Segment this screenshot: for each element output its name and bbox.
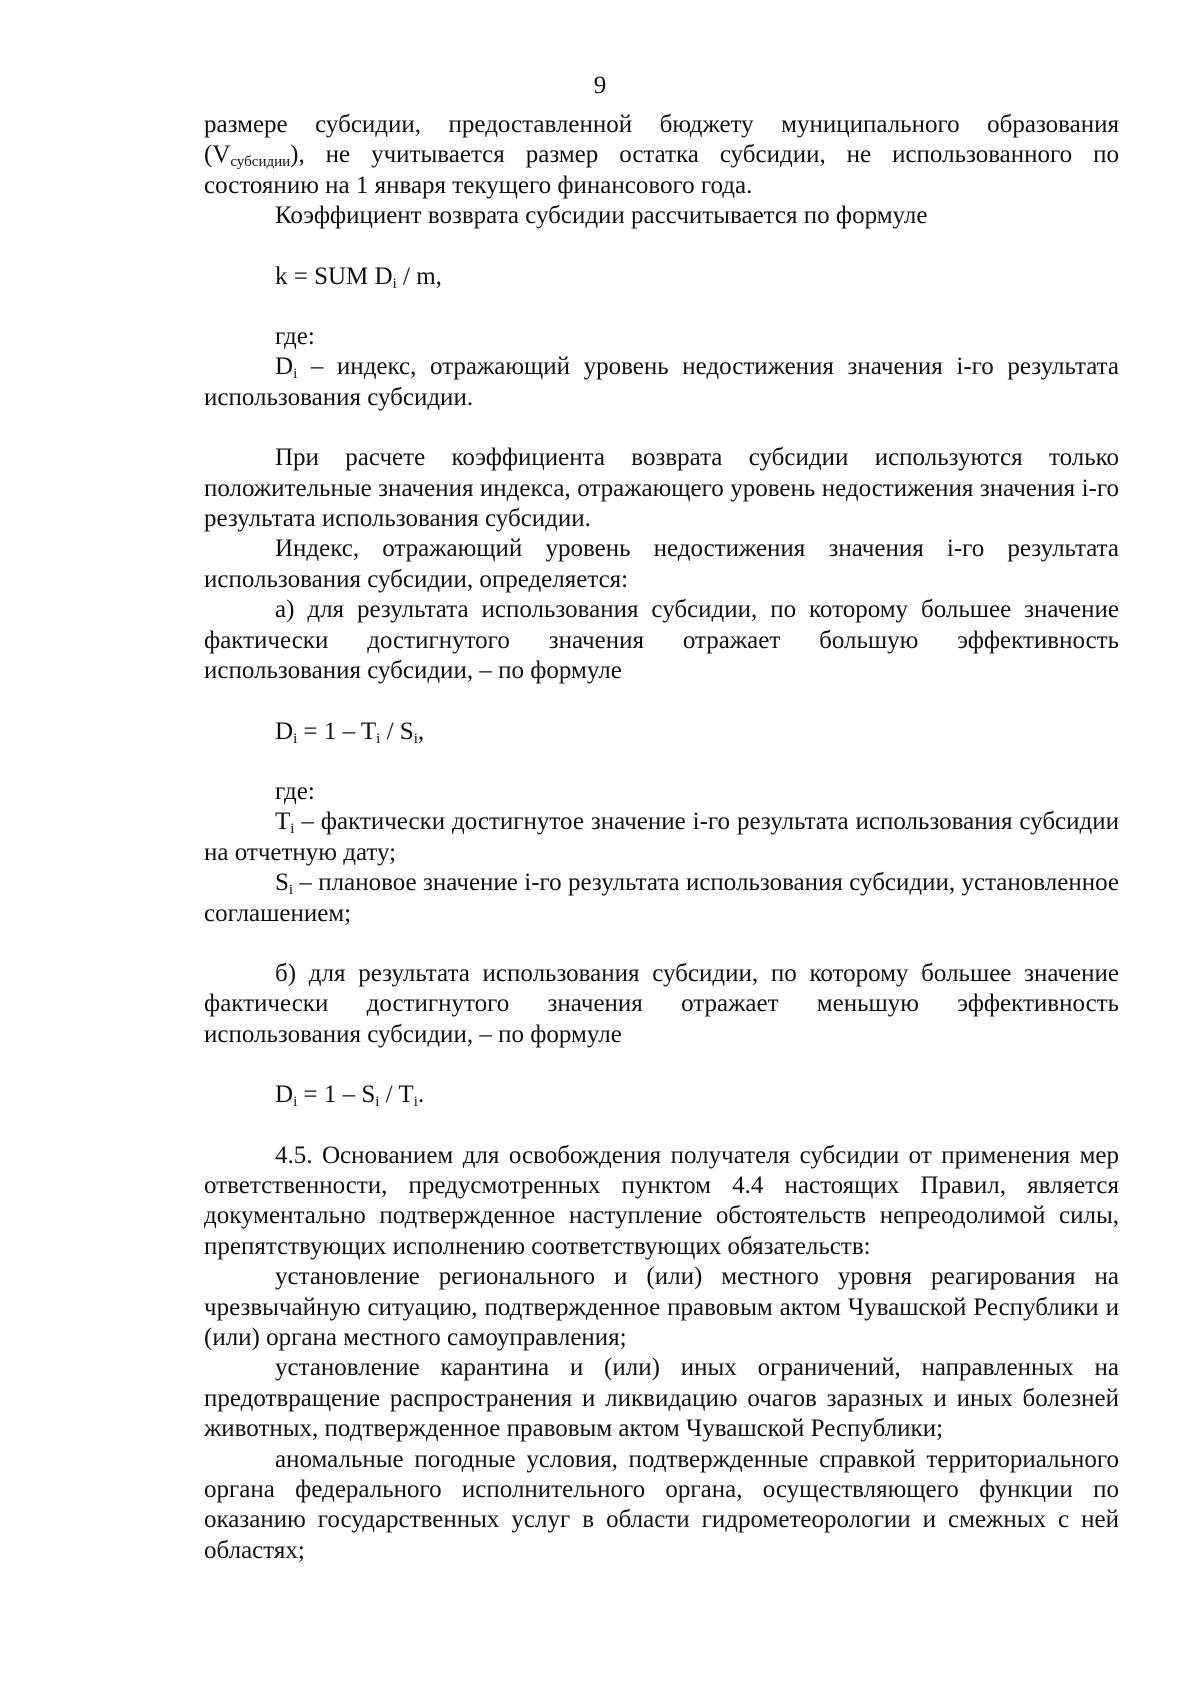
document-body [204,110,1119,1566]
formula-coefficient: k = SUM $D_i$ / m, [275,262,442,292]
paragraph-case-a: а) для результата использования субсидии, по которому большее значение фактически достигнутого значения отражает большую эффективность использования субсидии, – по формуле [204,596,1119,685]
where-label-2: где: [275,777,315,805]
definition-ti: $T_i$ – фактически достигнутое значение i-го результата использования субсидии на отчетную дату; [204,808,1119,866]
paragraph-index-determined: Индекс, отражающий уровень недостижения значения i-го результата использования субсидии, определяется: [204,535,1119,593]
definition-di: $D_i$ – индекс, отражающий уровень недостижения значения i-го результата использования субсидии. [204,353,1119,411]
where-label: где: [275,323,315,351]
formula-case-a: $D_i = 1 - T_i / S_i$, [275,717,425,747]
paragraph-quarantine: установление карантина и (или) иных ограничений, направленных на предотвращение распространения и ликвидацию очагов заразных и иных болезней животных, подтвержденное правовым актом Чувашской Республики; [204,1354,1119,1443]
paragraph-positive-values: При расчете коэффициента возврата субсидии используются только положительные значения индекса, отражающего уровень недостижения значения i-го результата использования субсидии. [204,444,1119,533]
paragraph-section-4-5: 4.5. Основанием для освобождения получателя субсидии от применения мер ответственности, предусмотренных пунктом 4.4 настоящих Правил, является документально подтвержденное наступление обстоятельств непреодолимой силы, препятствующих исполнению соответствующих обязательств: [204,1141,1119,1260]
paragraph-coefficient-intro: Коэффициент возврата субсидии рассчитывается по формуле [275,202,928,230]
page-number: 9 [593,72,607,99]
paragraph-subsidy-size: размере субсидии, предоставленной бюджету муниципального образования $(V_{субсидии})$, не учитывается размер остатка субсидии, не использованного по состоянию на 1 января текущего финансового года. [204,111,1119,199]
paragraph-weather: аномальные погодные условия, подтвержденные справкой территориального органа федерального исполнительного органа, осуществляющего функции по оказанию государственных услуг в области гидрометеорологии и смежных с ней областях; [204,1445,1119,1564]
paragraph-emergency: установление регионального и (или) местного уровня реагирования на чрезвычайную ситуацию, подтвержденное правовым актом Чувашской Республики и (или) органа местного самоуправления; [204,1263,1119,1351]
paragraph-case-b: б) для результата использования субсидии, по которому большее значение фактически достигнутого значения отражает меньшую эффективность использования субсидии, – по формуле [204,959,1119,1048]
definition-si: $S_i$ – плановое значение i-го результата использования субсидии, установленное соглашением; [204,869,1119,927]
formula-case-b: $D_i = 1 - S_i / T_i$. [275,1081,425,1111]
